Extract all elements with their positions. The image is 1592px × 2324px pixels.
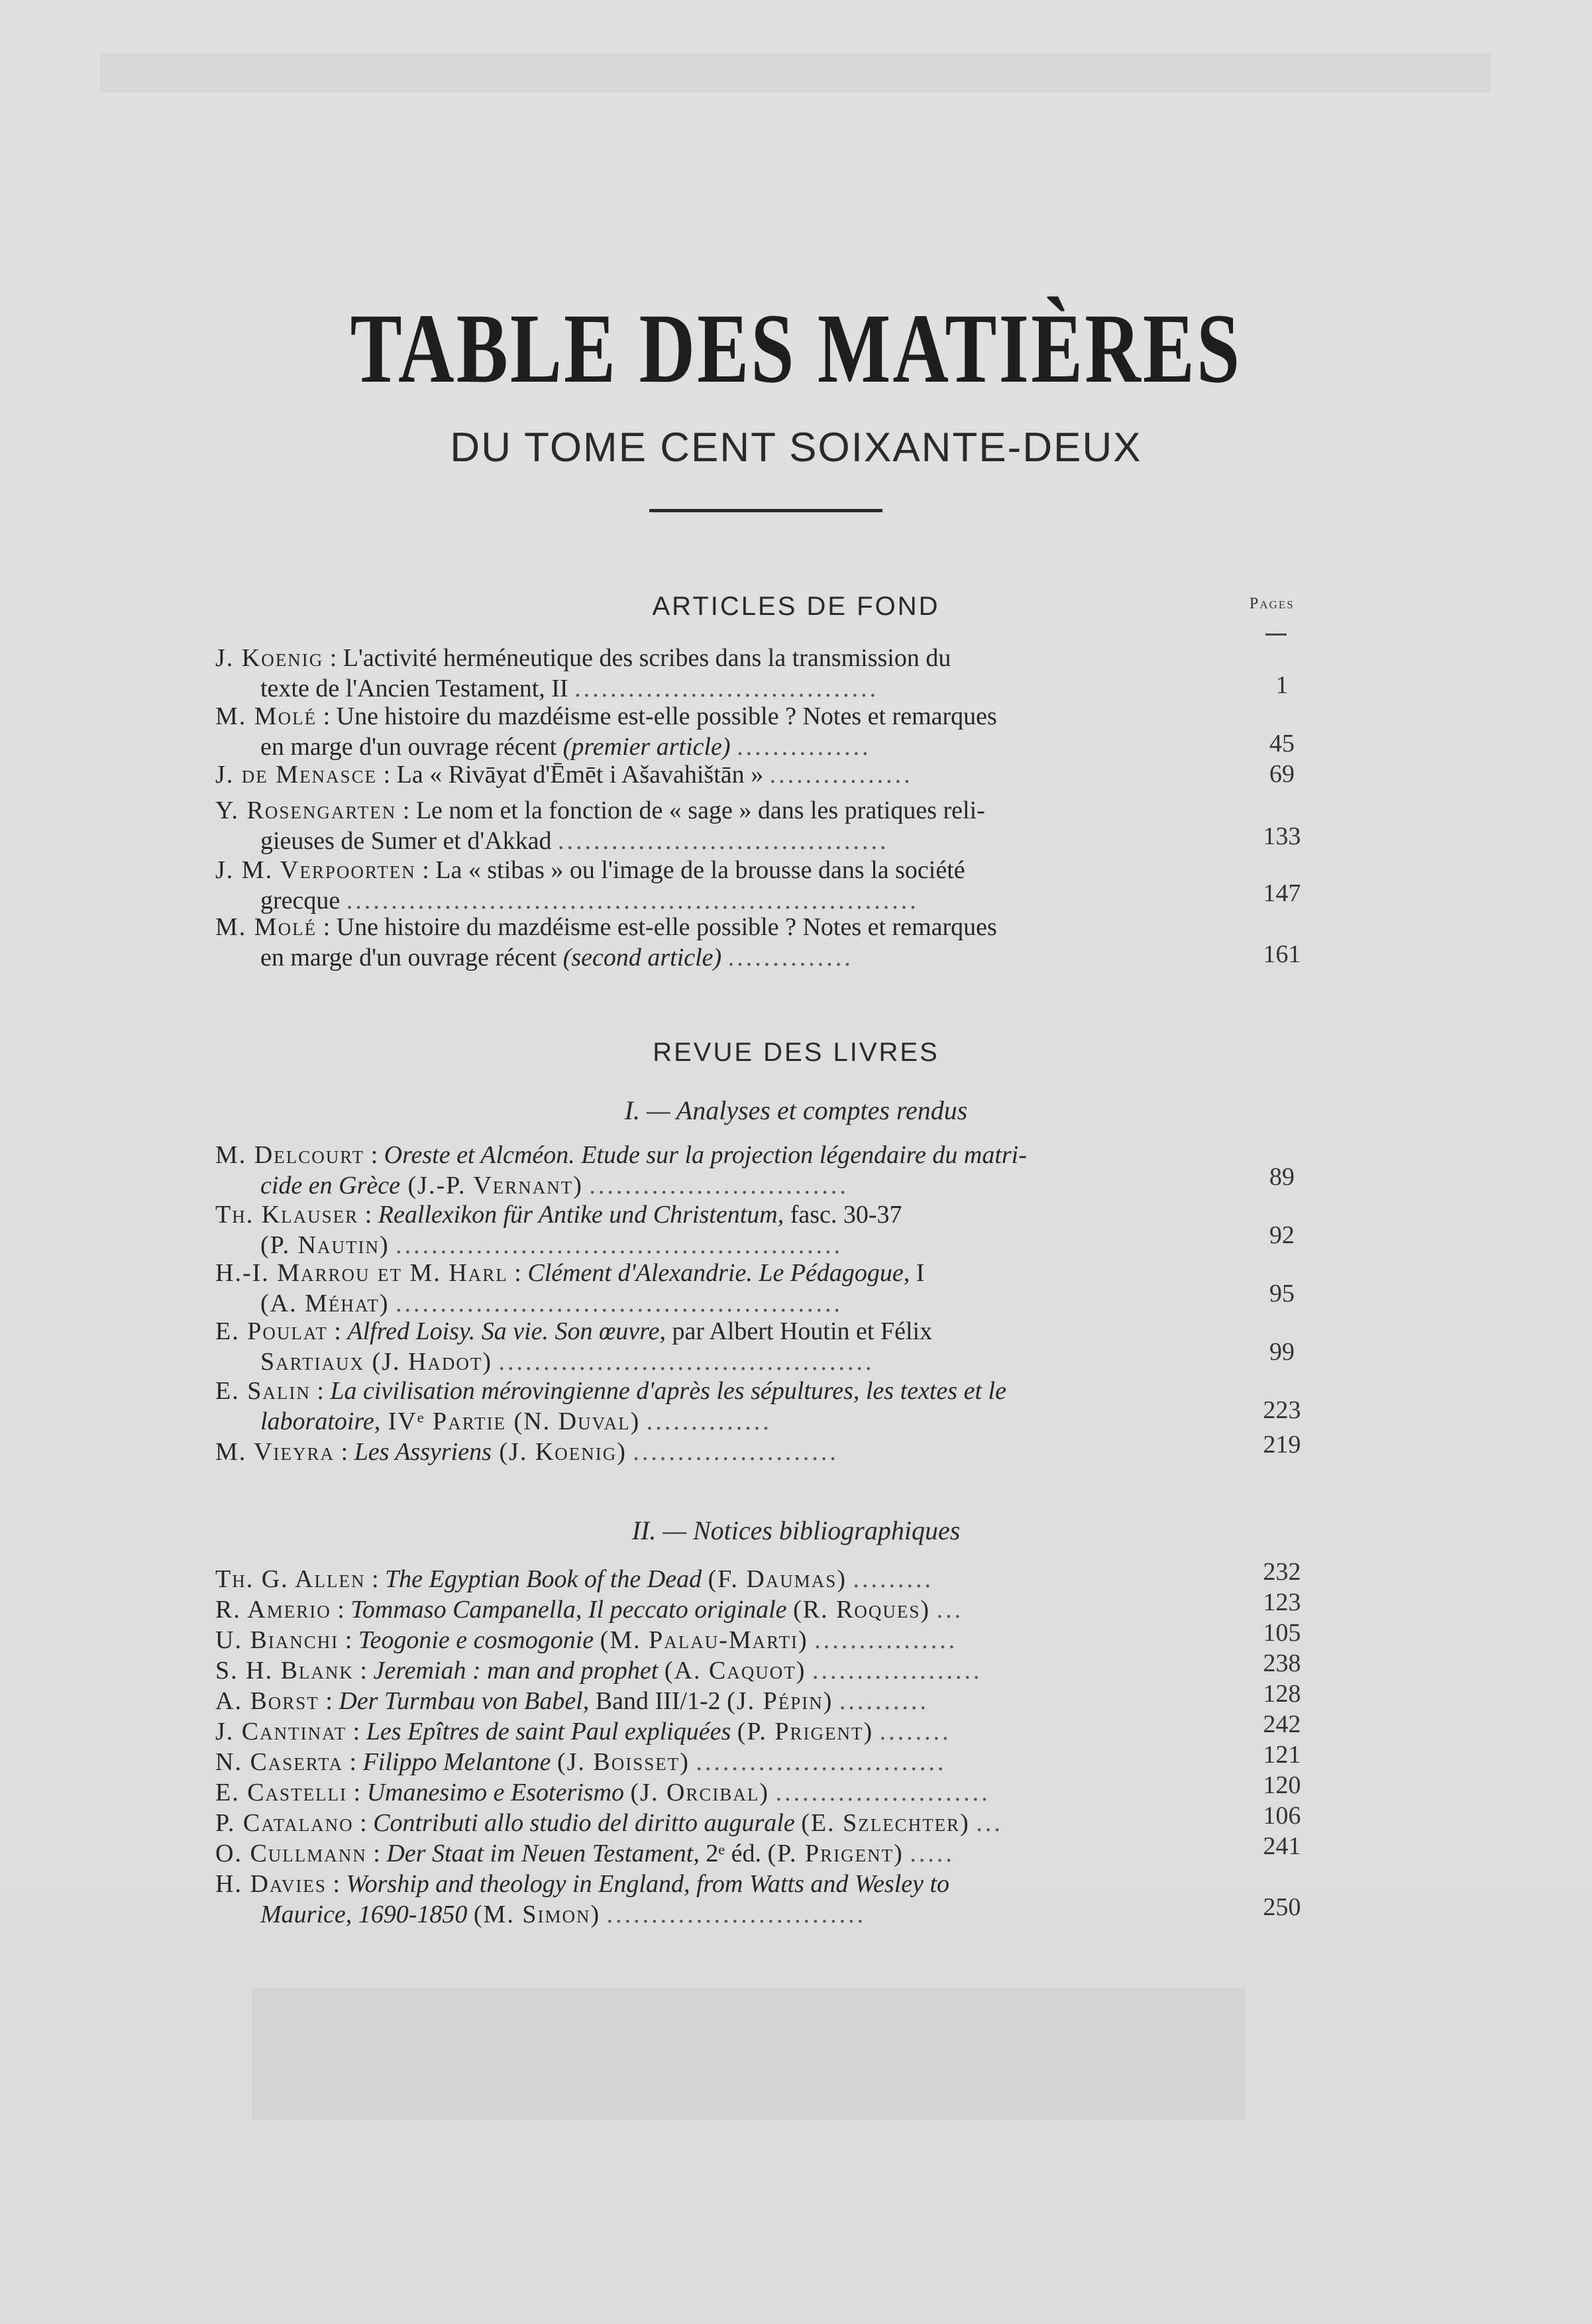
page-number: 69 <box>1269 760 1295 788</box>
page-number: 45 <box>1269 730 1295 757</box>
notice-entry: N. Caserta : Filippo Melantone (J. Boisset) ............................ <box>215 1748 947 1776</box>
page-number: 133 <box>1263 822 1301 850</box>
page-title: TABLE DES MATIÈRES <box>350 294 1242 404</box>
notice-entry: U. Bianchi : Teogonie e cosmogonie (M. Palau-Marti) ................ <box>215 1626 958 1654</box>
page-number: 105 <box>1263 1619 1301 1647</box>
notice-entry: E. Castelli : Umanesimo e Esoterismo (J. Orcibal) ........................ <box>215 1779 990 1806</box>
page-number: 232 <box>1263 1558 1301 1586</box>
review-entry: H.-I. Marrou et M. Harl : Clément d'Alexandrie. Le Pédagogue, I (A. Méhat) .................................................. <box>215 1259 925 1317</box>
review-entry: E. Salin : La civilisation mérovingienne d'après les sépultures, les textes et le laboratoire, IVᵉ Partie (N. Duval) .............. <box>215 1377 1006 1435</box>
page-number: 238 <box>1263 1649 1301 1677</box>
article-entry: J. Koenig : L'activité herméneutique des scribes dans la transmission du texte de l'Ancien Testament, II .................................. <box>215 644 951 702</box>
section-revue-heading: REVUE DES LIVRES <box>653 1038 939 1067</box>
article-entry: M. Molé : Une histoire du mazdéisme est-elle possible ? Notes et remarques en marge d'un ouvrage récent (second article) .............. <box>215 913 997 971</box>
section-articles-heading: ARTICLES DE FOND <box>652 592 940 621</box>
notice-entry: Th. G. Allen : The Egyptian Book of the Dead (F. Daumas) ......... <box>215 1565 933 1593</box>
notice-entry: S. H. Blank : Jeremiah : man and prophet (A. Caquot) ................... <box>215 1657 982 1685</box>
notice-entry: O. Cullmann : Der Staat im Neuen Testament, 2ᵉ éd. (P. Prigent) ..... <box>215 1840 955 1867</box>
notice-entry: J. Cantinat : Les Epîtres de saint Paul expliquées (P. Prigent) ........ <box>215 1718 951 1745</box>
page-number: 89 <box>1269 1163 1295 1191</box>
bleed-through-header <box>99 53 1491 93</box>
notice-entry: H. Davies : Worship and theology in England, from Watts and Wesley to Maurice, 1690-1850 (M. Simon) ............................. <box>215 1870 950 1928</box>
page-number: 128 <box>1263 1680 1301 1708</box>
page-number: 250 <box>1263 1893 1301 1921</box>
title-rule <box>649 509 882 512</box>
article-entry: Y. Rosengarten : Le nom et la fonction de « sage » dans les pratiques reli- gieuses de Sumer et d'Akkad ..................................... <box>215 797 985 855</box>
page-number: 95 <box>1269 1280 1295 1307</box>
page-number: 161 <box>1263 940 1301 968</box>
review-entry: M. Vieyra : Les Assyriens (J. Koenig) ....................... <box>215 1438 839 1466</box>
review-entry: Th. Klauser : Reallexikon für Antike und Christentum, fasc. 30-37 (P. Nautin) .................................................. <box>215 1201 902 1259</box>
notice-entry: A. Borst : Der Turmbau von Babel, Band III/1-2 (J. Pépin) .......... <box>215 1687 929 1715</box>
page-number: 1 <box>1275 671 1289 699</box>
article-entry: M. Molé : Une histoire du mazdéisme est-elle possible ? Notes et remarques en marge d'un ouvrage récent (premier article) ............... <box>215 702 997 761</box>
pages-label-dash <box>1265 634 1287 636</box>
page-number: 106 <box>1263 1802 1301 1830</box>
page-number: 123 <box>1263 1588 1301 1616</box>
notice-entry: P. Catalano : Contributi allo studio del diritto augurale (E. Szlechter) ... <box>215 1809 1003 1837</box>
page-number: 223 <box>1263 1396 1301 1424</box>
page-number: 241 <box>1263 1832 1301 1860</box>
pages-column-label: Pages <box>1249 595 1295 612</box>
notice-entry: R. Amerio : Tommaso Campanella, Il peccato originale (R. Roques) ... <box>215 1596 964 1624</box>
review-entry: E. Poulat : Alfred Loisy. Sa vie. Son œuvre, par Albert Houtin et Félix Sartiaux (J. Hadot) .......................................... <box>215 1317 933 1376</box>
bleed-through-footer <box>252 1988 1246 2121</box>
page-number: 242 <box>1263 1710 1301 1738</box>
subsection-notices-heading: II. — Notices bibliographiques <box>631 1516 961 1545</box>
page-number: 92 <box>1269 1221 1295 1249</box>
article-entry: J. de Menasce : La « Rivāyat d'Ēmēt i Ašavahištān » ................ <box>215 761 913 789</box>
page-number: 120 <box>1263 1771 1301 1799</box>
page-number: 219 <box>1263 1431 1301 1459</box>
page-number: 121 <box>1263 1741 1301 1769</box>
page-number: 147 <box>1263 879 1301 907</box>
review-entry: M. Delcourt : Oreste et Alcméon. Etude sur la projection légendaire du matri- cide en Grèce (J.-P. Vernant) ............................. <box>215 1141 1027 1199</box>
subsection-analyses-heading: I. — Analyses et comptes rendus <box>624 1095 968 1125</box>
page-number: 99 <box>1269 1338 1295 1366</box>
page-subtitle: DU TOME CENT SOIXANTE-DEUX <box>450 425 1142 470</box>
article-entry: J. M. Verpoorten : La « stibas » ou l'image de la brousse dans la société grecque ................................................................ <box>215 856 965 914</box>
